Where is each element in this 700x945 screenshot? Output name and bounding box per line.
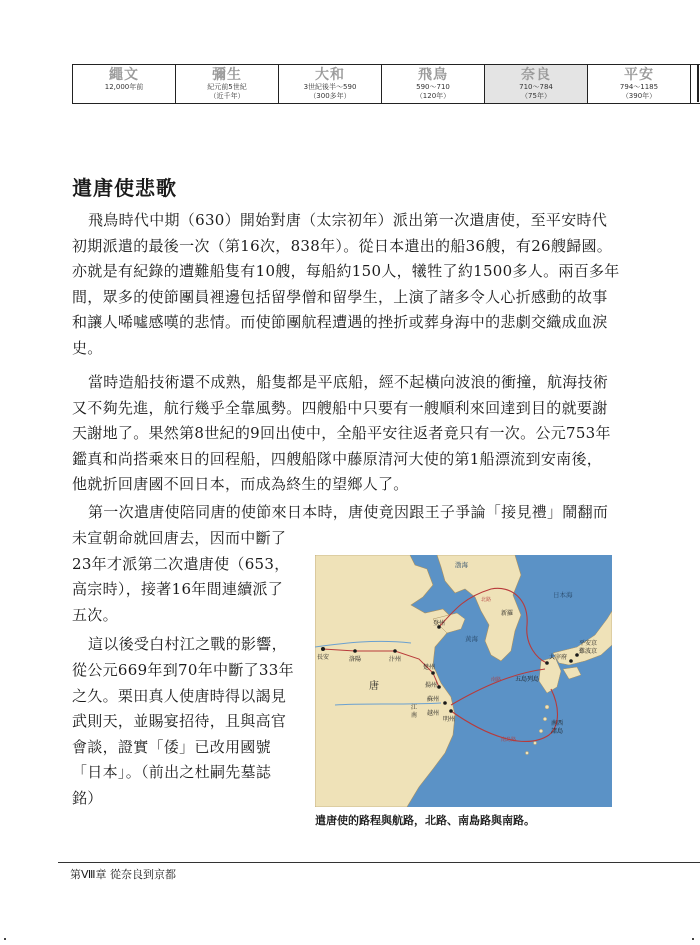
map-label-bohai: 渤海: [455, 561, 468, 569]
text-line: 23年才派第二次遣唐使（653，: [72, 554, 290, 573]
map-route-label-south-island: 南島路: [501, 737, 517, 743]
footer-rule: [58, 862, 700, 863]
text-line: 未宣朝命就回唐去，因而中斷了: [72, 529, 287, 547]
left-column-text: [72, 526, 298, 812]
era-name: 大和: [315, 67, 345, 83]
era-date: 590～710: [416, 83, 450, 91]
envoy-route-map: [315, 555, 612, 807]
era-yamato: [279, 65, 382, 103]
map-label-luoyang: 洛陽: [349, 656, 362, 663]
era-duration: （390年）: [621, 92, 657, 100]
era-date: 710～784: [519, 83, 553, 91]
era-duration: （120年）: [415, 92, 451, 100]
text-line: 鑑真和尚搭乘來日的回程船，四艘船隊中藤原清河大使的第1船漂流到安南後，: [72, 449, 603, 468]
map-label-goto: 五島列島: [515, 676, 540, 683]
chapter-footer: 第Ⅷ章 從奈良到京都: [70, 868, 176, 881]
text-line: 第一次遣唐使陪同唐的使節來日本時，唐使竟因跟王子爭論「接見禮」鬧翻而: [88, 503, 609, 521]
map-label-dazaifu: 大宰府: [549, 654, 568, 661]
era-duration: （75年）: [521, 92, 551, 100]
era-jomon: [73, 65, 176, 103]
paragraph-2: [72, 370, 616, 498]
map-label-yangzhou: 揚州: [425, 682, 438, 689]
text-line: 會談，證實「倭」已改用國號: [72, 737, 271, 756]
era-duration: （近千年）: [209, 92, 245, 100]
corner-mark-left: [4, 938, 6, 940]
section-title: 遣唐使悲歌: [72, 176, 177, 200]
text-line: 「日本」。（前出之杜嗣先墓誌: [72, 763, 272, 782]
paragraph-1: [72, 208, 620, 362]
era-bar-edge: [693, 64, 699, 102]
text-line: 又不夠先進，航行幾乎全靠風勢。四艘船中只要有一艘順利來回達到目的就要謝: [72, 398, 608, 417]
corner-mark-right: [692, 938, 694, 940]
map-route-label-north: 北路: [481, 597, 492, 603]
era-name: 彌生: [212, 67, 242, 83]
era-timeline: [72, 64, 700, 104]
era-date: 12,000年前: [104, 83, 144, 91]
map-label-jiang: 江: [411, 704, 418, 711]
map-label-zhudao: 諸島: [551, 728, 564, 735]
era-date: 794～1185: [619, 83, 659, 91]
map-label-suzhou: 蘇州: [427, 696, 440, 703]
era-name: 飛鳥: [418, 67, 448, 83]
era-duration: （300多年）: [309, 92, 351, 100]
text-line: 飛鳥時代中期（630）開始對唐（太宗初年）派出第一次遣唐使，至平安時代: [88, 211, 608, 229]
map-route-label-south: 南路: [491, 677, 502, 683]
map-label-nanxi: 南西: [551, 720, 564, 727]
map-label-chuzhou: 楚州: [423, 664, 436, 671]
text-line: 當時造船技術還不成熟，船隻都是平底船，經不起橫向波浪的衝撞，航海技術: [88, 373, 609, 391]
era-name: 奈良: [521, 67, 551, 83]
map-label-nara: 難波京: [579, 648, 598, 655]
map-label-changan: 長安: [317, 654, 330, 661]
era-date: 3世紀後半～590: [303, 83, 357, 91]
era-nara-active: [485, 65, 588, 103]
text-line: 武則天，並賜宴招待，且與高官: [72, 712, 287, 731]
text-line: 銘）: [72, 788, 103, 807]
map-label-nan: 南: [411, 712, 418, 719]
text-line: 間，眾多的使節團員裡邊包括留學僧和留學生，上演了諸多令人心折感動的故事: [72, 287, 608, 306]
text-line: 初期派遣的最後一次（第16次，838年）。從日本遣出的船36艘，有26艘歸國。: [72, 236, 613, 255]
text-line: 從公元669年到70年中斷了33年: [72, 660, 294, 679]
era-asuka: [382, 65, 485, 103]
text-line: 五次。: [72, 605, 118, 624]
map-label-mingzhou: 明州: [443, 716, 456, 723]
map-svg: [315, 555, 612, 807]
text-line: 之久。栗田真人使唐時得以謁見: [72, 686, 287, 705]
map-label-yellow-sea: 黃海: [465, 635, 478, 643]
map-label-tang: 唐: [369, 681, 379, 692]
text-line: 史。: [72, 338, 103, 357]
text-line: 他就折回唐國不回日本，而成為終生的望鄉人了。: [72, 475, 409, 494]
map-label-japan-sea: 日本海: [553, 591, 573, 599]
map-label-bianzhou: 汴州: [389, 656, 402, 663]
text-line: 亦就是有紀錄的遭難船隻有10艘，每船約150人，犧牲了約1500多人。兩百多年: [72, 262, 620, 281]
map-label-heian: 平安京: [579, 640, 598, 647]
text-line: 和讓人唏噓感嘆的悲情。而使節團航程遭遇的挫折或葬身海中的悲劇交織成血淚: [72, 313, 608, 332]
text-line: 天謝地了。果然第8世紀的9回出使中，全船平安往返者竟只有一次。公元753年: [72, 424, 611, 443]
era-heian: [588, 65, 691, 103]
map-caption: 遣唐使的路程與航路，北路、南島路與南路。: [315, 814, 535, 827]
text-line: 這以後受白村江之戰的影響，: [88, 635, 287, 654]
paragraph-3: [72, 500, 616, 526]
era-name: 平安: [624, 67, 654, 83]
text-line: 高宗時），接著16年間連續派了: [72, 580, 284, 599]
era-date: 紀元前5世紀: [207, 83, 247, 91]
map-label-dengzhou: 登州: [433, 620, 446, 627]
era-yayoi: [176, 65, 279, 103]
map-label-yuezhou: 越州: [427, 710, 440, 717]
era-name: 繩文: [109, 67, 139, 83]
map-label-silla: 新羅: [501, 610, 514, 617]
